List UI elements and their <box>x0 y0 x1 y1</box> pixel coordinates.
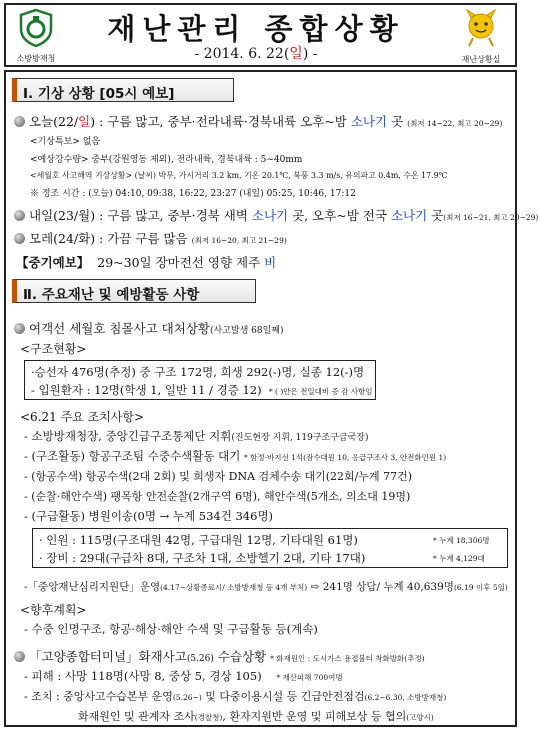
report-date: - 2014. 6. 22(일) - <box>194 46 318 62</box>
rescue-header: <구조현황> <box>20 342 87 356</box>
plan-1: - 수중 인명구조, 항공·해상·해안 수색 및 구급활동 등(계속) <box>24 622 318 636</box>
logo-right-caption: 재난상황실 <box>461 55 501 64</box>
weather-today: 오늘(22/일) : 구름 많고, 중부·전라내륙·경북내륙 오후~밤 소나기 곳 (최저 14~22, 최고 20~29) <box>14 112 502 130</box>
agency-logo <box>10 9 62 65</box>
rescue-line-2: - 입원환자 : 12명(학생 1, 일반 11 / 경증 12) * ( )안은 전일대비 증 감 사항임 <box>31 383 373 397</box>
people-line: · 인원 : 115명(구조대원 42명, 구급대원 12명, 기타대원 61명) <box>39 533 358 547</box>
equipment-total: * 누계 4,129대 <box>433 554 485 563</box>
logo-left-caption: 소방방재청 <box>16 54 56 63</box>
rescue-line-1: ·승선자 476명(추정) 중 구조 172명, 희생 292(-)명, 실종 12(-)명 <box>31 365 365 379</box>
measure-1: - 소방방재청장, 중앙긴급구조통제단 지휘(진도현장 지휘, 119구조구급국장) <box>24 429 369 443</box>
plan-header: <향후계획> <box>20 603 87 617</box>
mascot-logo <box>451 8 511 64</box>
bullet-icon <box>14 323 25 334</box>
goyang-action-1: - 조치 : 중앙사고수습본부 운영(5.26~) 및 다중이용시설 등 긴급안전점검(6.2~6.30, 소방방재청) <box>24 690 447 703</box>
weather-tide: ※ 정조 시간 : (오늘) 04:10, 09:38, 16:22, 23:27 (내일) 05:25, 10:46, 17:12 <box>30 189 356 199</box>
psych-support: -「중앙재난심리지원단」운영(4.17~상황종료시/ 소방방재청 등 4개 부처) ⇨ 241명 상담/ 누계 40,639명(6.19 이후 5일) <box>24 581 508 593</box>
header <box>4 3 517 67</box>
weather-midterm: 【중기예보】 29~30일 장마전선 영향 제주 비 <box>16 255 277 270</box>
sewol-title: 여객선 세월호 침몰사고 대처상황(사고발생 68일째) <box>14 319 283 337</box>
goyang-damage: - 피해 : 사망 118명(사망 8, 중상 5, 경상 105) * 재산피해 700여명 <box>24 669 343 683</box>
measure-4: - (순찰·해안수색) 팽목항 안전순찰(2개구역 6명), 해안수색(5개소, 의소대 19명) <box>24 490 411 503</box>
goyang-action-2: 화재원인 및 관계자 조사(경찰청), 환자지원반 운영 및 피해보상 등 협의(고양시) <box>78 710 434 723</box>
weather-dayafter: 모레(24/화) : 가끔 구름 많음 (최저 16~20, 최고 21~29) <box>14 229 287 247</box>
section-weather-title: Ⅰ. 기상 상황 [05시 예보] <box>12 78 234 102</box>
arrow-icon: ⇨ <box>310 581 320 593</box>
rescue-status-box <box>24 360 376 400</box>
bullet-icon <box>14 233 25 244</box>
mascot-icon <box>461 8 501 48</box>
resources-box <box>32 528 508 568</box>
section-disaster-title: Ⅱ. 주요재난 및 예방활동 사항 <box>12 279 256 303</box>
bullet-icon <box>14 210 25 221</box>
bullet-icon <box>14 116 25 127</box>
equipment-line: · 장비 : 29대(구급차 8대, 구조차 1대, 소방헬기 2대, 기타 17대) <box>39 551 366 565</box>
shield-logo-icon <box>19 9 53 47</box>
weather-tomorrow: 내일(23/월) : 구름 많고, 중부·경북 새벽 소나기 곳, 오후~밤 전국 소나기 곳(최저 16~21, 최고 20~29) <box>14 206 538 224</box>
measures-header: <6.21 주요 조치사항> <box>20 410 145 424</box>
measure-5: - (구급활동) 병원이송(0명 → 누계 534건 346명) <box>24 509 274 523</box>
content-box <box>4 70 538 727</box>
people-total: * 누계 18,306명 <box>433 536 490 545</box>
measure-2: - (구조활동) 항공구조팀 수중수색활동 대기 * 함정·바지선 1석(잠수대원 10, 응급구조사 3, 안전화인원 1) <box>24 449 447 463</box>
weather-sewol-site: <세월호 사고해역 기상상황> (날씨) 박무, 가시거리 3.2 km, 기온 20.1℃, 북풍 3.3 m/s, 유의파고 0.4m, 수온 17.9℃ <box>30 171 448 180</box>
measure-3: - (항공수색) 항공수색(2대 2회) 및 희생자 DNA 검체수송 대기(22회/누계 77건) <box>24 470 413 483</box>
goyang-title: 「고양종합터미널」화재사고(5.26) 수습상황 * 화재원인 : 도시가스 용접불티 착화발화(추정) <box>14 647 425 665</box>
weather-precip: <예상강수량> 중부(강원영동 제외), 전라내륙, 경북내륙 : 5~40mm <box>30 155 303 165</box>
bullet-icon <box>14 651 25 662</box>
weather-alert: <기상특보> 없음 <box>30 137 101 147</box>
page-title: 재난관리 종합상황 <box>107 12 405 46</box>
